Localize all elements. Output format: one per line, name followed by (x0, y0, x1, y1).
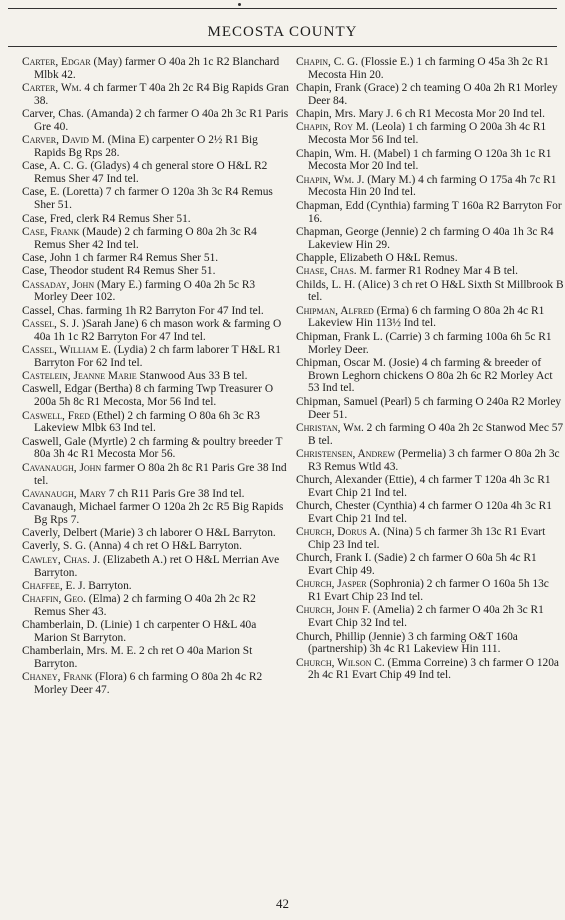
directory-entry (296, 526, 564, 552)
entry-name: Church, Dorus A. (296, 526, 381, 539)
entry-text: Caswell, Gale (Myrtle) 2 ch farming & poultry breeder T 80a 3h 4c R1 Mecosta Mor 56. (22, 435, 283, 461)
directory-entry (296, 552, 564, 578)
directory-entry (22, 619, 290, 645)
entry-text: (Nina) 5 ch farmer 3h 13c R1 Evart Chip 23 Ind tel. (308, 526, 546, 551)
entry-text: (Maude) 2 ch farming O 80a 2h 3c R4 Remus Sher 42 Ind tel. (34, 225, 257, 251)
entry-text: Chapin, Wm. H. (Mabel) 1 ch farming O 120a 3h 1c R1 Mecosta Mor 20 Ind tel. (296, 147, 552, 173)
directory-entry (22, 462, 290, 488)
directory-entry (22, 305, 290, 318)
entry-text: Carver, Chas. (Amanda) 2 ch farmer O 40a 2h 3c R1 Paris Gre 40. (22, 108, 289, 133)
directory-entry (22, 56, 290, 82)
entry-text: Chamberlain, D. (Linie) 1 ch carpenter O H&L 40a Marion St Barryton. (22, 619, 257, 645)
directory-entry (22, 383, 290, 409)
entry-text: Chamberlain, Mrs. M. E. 2 ch ret O 40a Marion St Barryton. (22, 645, 253, 671)
entry-name: Caswell, Fred (22, 409, 91, 422)
entry-text: (Erma) 6 ch farming O 80a 2h 4c R1 Lakeview Hin 113½ Ind tel. (308, 304, 545, 330)
entry-text: Church, Phillip (Jennie) 3 ch farming O&T 160a (partnership) 3h 4c R1 Lakeview Hin 111. (296, 630, 518, 656)
entry-name: Cavanaugh, Mary (22, 487, 107, 500)
directory-entry (22, 540, 290, 553)
directory-entry (296, 252, 564, 265)
entry-text: (Flossie E.) 1 ch farming O 45a 3h 2c R1 Mecosta Hin 20. (308, 56, 549, 81)
right-column (296, 56, 564, 683)
entry-name: Cavanaugh, John (22, 461, 102, 474)
entry-name: Cassaday, John (22, 278, 95, 291)
entry-text: (Lydia) 2 ch farm laborer T H&L R1 Barryton For 62 Ind tel. (34, 344, 281, 369)
entry-text: Chapin, Mrs. Mary J. 6 ch R1 Mecosta Mor 20 Ind tel. (296, 108, 545, 121)
entry-text: Chapman, George (Jennie) 2 ch farming O 40a 1h 3c R4 Lakeview Hin 29. (296, 225, 554, 251)
directory-entry (22, 226, 290, 252)
directory-entry (296, 448, 564, 474)
entry-text: Cassel, Chas. farming 1h R2 Barryton For 47 Ind tel. (22, 304, 264, 317)
directory-entry (296, 82, 564, 108)
directory-entry (296, 631, 564, 657)
entry-text: (Permelia) 3 ch farmer O 80a 2h 3c R3 Remus Wtld 43. (308, 447, 560, 473)
entry-text: Church, Alexander (Ettie), 4 ch farmer T 120a 4h 3c R1 Evart Chip 21 Ind tel. (296, 474, 551, 499)
entry-text: Chapin, Frank (Grace) 2 ch teaming O 40a 2h R1 Morley Deer 84. (296, 82, 558, 107)
directory-entry (296, 305, 564, 331)
directory-entry (22, 645, 290, 671)
directory-entry (296, 331, 564, 357)
entry-text: Case, Fred, clerk R4 Remus Sher 51. (22, 212, 191, 225)
entry-text: Chipman, Samuel (Pearl) 5 ch farming O 240a R2 Morley Deer 51. (296, 395, 562, 421)
directory-entry (22, 527, 290, 540)
directory-entry (22, 671, 290, 697)
directory-entry (22, 134, 290, 160)
entry-name: Carver, David M. (22, 134, 105, 147)
directory-entry (296, 279, 564, 305)
entry-text: Church, Chester (Cynthia) 4 ch farmer O 120a 4h 3c R1 Evart Chip 21 Ind tel. (296, 500, 552, 525)
entry-text: Church, Frank I. (Sadie) 2 ch farmer O 60a 5h 4c R1 Evart Chip 49. (296, 552, 537, 578)
directory-entry (22, 410, 290, 436)
entry-name: Church, Wilson C. (296, 656, 385, 669)
entry-text: farmer O 80a 2h 8c R1 Paris Gre 38 Ind tel. (34, 461, 287, 487)
entry-text: (Sophronia) 2 ch farmer O 160a 5h 13c R1 Evart Chip 23 Ind tel. (308, 578, 549, 604)
page-number: 42 (276, 896, 289, 911)
entry-text: Chipman, Oscar M. (Josie) 4 ch farming & breeder of Brown Leghorn chickens O 80a 2h 6c R2 Morley Act 53 Ind tel. (296, 356, 553, 395)
directory-entry (22, 580, 290, 593)
entry-text: )Sarah Jane) 6 ch mason work & farming O 40a 1h 1c R2 Barryton For 47 Ind tel. (34, 317, 282, 343)
directory-entry (296, 657, 564, 683)
entry-text: Case, A. C. G. (Gladys) 4 ch general store O H&L R2 Remus Sher 47 Ind tel. (22, 160, 268, 186)
left-column (22, 56, 290, 698)
entry-text: Cavanaugh, Michael farmer O 120a 2h 2c R5 Big Rapids Bg Rps 7. (22, 501, 284, 526)
page-title: MECOSTA COUNTY (207, 24, 358, 40)
entry-text: (Amelia) 2 ch farmer O 40a 2h 3c R1 Evart Chip 32 Ind tel. (308, 604, 544, 630)
directory-entry (296, 174, 564, 200)
entry-text: (May) farmer O 40a 2h 1c R2 Blanchard Mlbk 42. (34, 56, 280, 81)
directory-entry (296, 357, 564, 395)
directory-entry (296, 604, 564, 630)
entry-text: Barryton. (85, 579, 132, 592)
entry-name: Christensen, Andrew (296, 447, 396, 460)
top-rule (8, 8, 557, 9)
directory-entry (296, 108, 564, 121)
entry-text: Caswell, Edgar (Bertha) 8 ch farming Twp Treasurer O 200a 5h 8c R1 Mecosta, Mor 56 Ind tel. (22, 383, 274, 409)
directory-entry (296, 121, 564, 147)
entry-text: 4 ch farmer T 40a 2h 2c R4 Big Rapids Gran 38. (34, 82, 289, 107)
directory-entry (296, 148, 564, 174)
entry-name: Carter, Wm. (22, 82, 82, 95)
entry-text: Case, E. (Loretta) 7 ch farmer O 120a 3h 3c R4 Remus Sher 51. (22, 186, 273, 212)
entry-name: Castelein, Jeanne Marie (22, 370, 137, 383)
entry-text: 2 ch farming O 40a 2h 2c Stanwod Mec 57 B tel. (308, 421, 564, 447)
directory-entry (296, 578, 564, 604)
directory-entry (22, 213, 290, 226)
directory-entry (296, 226, 564, 252)
entry-name: Christan, Wm. (296, 421, 364, 434)
directory-entry (22, 279, 290, 305)
entry-text: (Ethel) 2 ch farming O 80a 6h 3c R3 Lakeview Mlbk 63 Ind tel. (34, 409, 260, 435)
directory-entry (22, 554, 290, 580)
directory-entry (22, 318, 290, 344)
directory-entry (296, 200, 564, 226)
entry-name: Chipman, Alfred (296, 304, 374, 317)
directory-entry (296, 422, 564, 448)
print-mark (238, 3, 241, 6)
directory-entry (22, 265, 290, 278)
directory-entry (296, 56, 564, 82)
entry-text: (Mary E.) farming O 40a 2h 5c R3 Morley Deer 102. (34, 278, 256, 304)
entry-text: (Emma Correine) 3 ch farmer O 120a 2h 4c R1 Evart Chip 49 Ind tel. (308, 656, 559, 682)
entry-text: (Mary M.) 4 ch farming O 175a 4h 7c R1 Mecosta Hin 20 Ind tel. (308, 173, 557, 199)
entry-text: Case, Theodor student R4 Remus Sher 51. (22, 265, 216, 278)
entry-text: (Leola) 1 ch farming O 200a 3h 4c R1 Mecosta Mor 56 Ind tel. (308, 121, 547, 147)
entry-name: Chapin, Roy M. (296, 121, 369, 134)
entry-name: Chapin, Wm. J. (296, 173, 365, 186)
directory-entry (296, 474, 564, 500)
entry-text: Childs, L. H. (Alice) 3 ch ret O H&L Sixth St Millbrook B tel. (296, 278, 564, 304)
entry-text: (Elizabeth A.) ret O H&L Merrian Ave Barryton. (34, 553, 280, 579)
entry-text: (Flora) 6 ch farming O 80a 2h 4c R2 Morley Deer 47. (34, 671, 263, 697)
entry-text: Caverly, S. G. (Anna) 4 ch ret O H&L Barryton. (22, 540, 242, 553)
directory-entry (22, 344, 290, 370)
entry-name: Cassel, S. J. (22, 317, 80, 330)
entry-text: Caverly, Delbert (Marie) 3 ch laborer O H&L Barryton. (22, 527, 276, 540)
entry-text: Chipman, Frank L. (Carrie) 3 ch farming 100a 6h 5c R1 Morley Deer. (296, 330, 552, 356)
directory-entry (296, 500, 564, 526)
entry-name: Church, Jasper (296, 578, 367, 591)
entry-name: Chaffin, Geo. (22, 593, 86, 606)
entry-name: Chaney, Frank (22, 671, 93, 684)
entry-name: Cawley, Chas. J. (22, 553, 101, 566)
directory-entry (22, 82, 290, 108)
directory-entry (22, 370, 290, 383)
directory-entry (22, 108, 290, 134)
entry-name: Chase, Chas. (296, 265, 357, 278)
entry-name: Case, Frank (22, 225, 80, 238)
entry-name: Cassel, William E. (22, 344, 111, 357)
directory-entry (22, 501, 290, 527)
entry-text: M. farmer R1 Rodney Mar 4 B tel. (356, 265, 518, 278)
directory-entry (22, 186, 290, 212)
entry-text: Stanwood Aus 33 B tel. (136, 370, 248, 383)
directory-entry (296, 396, 564, 422)
entry-text: Chapple, Elizabeth O H&L Remus. (296, 251, 458, 264)
directory-entry (22, 593, 290, 619)
entry-name: Chaffee, E. J. (22, 579, 86, 592)
header-rule (8, 46, 557, 47)
entry-text: Chapman, Edd (Cynthia) farming T 160a R2 Barryton For 16. (296, 199, 562, 225)
entry-text: (Mina E) carpenter O 2½ R1 Big Rapids Bg Rps 28. (34, 134, 258, 160)
entry-name: Carter, Edgar (22, 56, 91, 68)
entry-text: Case, John 1 ch farmer R4 Remus Sher 51. (22, 251, 219, 264)
directory-entry (22, 436, 290, 462)
entry-name: Chapin, C. G. (296, 56, 359, 68)
directory-entry (296, 265, 564, 278)
directory-entry (22, 160, 290, 186)
entry-text: 7 ch R11 Paris Gre 38 Ind tel. (106, 487, 245, 500)
directory-entry (22, 252, 290, 265)
entry-name: Church, John F. (296, 604, 371, 617)
entry-text: (Elma) 2 ch farming O 40a 2h 2c R2 Remus Sher 43. (34, 593, 256, 618)
directory-entry (22, 488, 290, 501)
